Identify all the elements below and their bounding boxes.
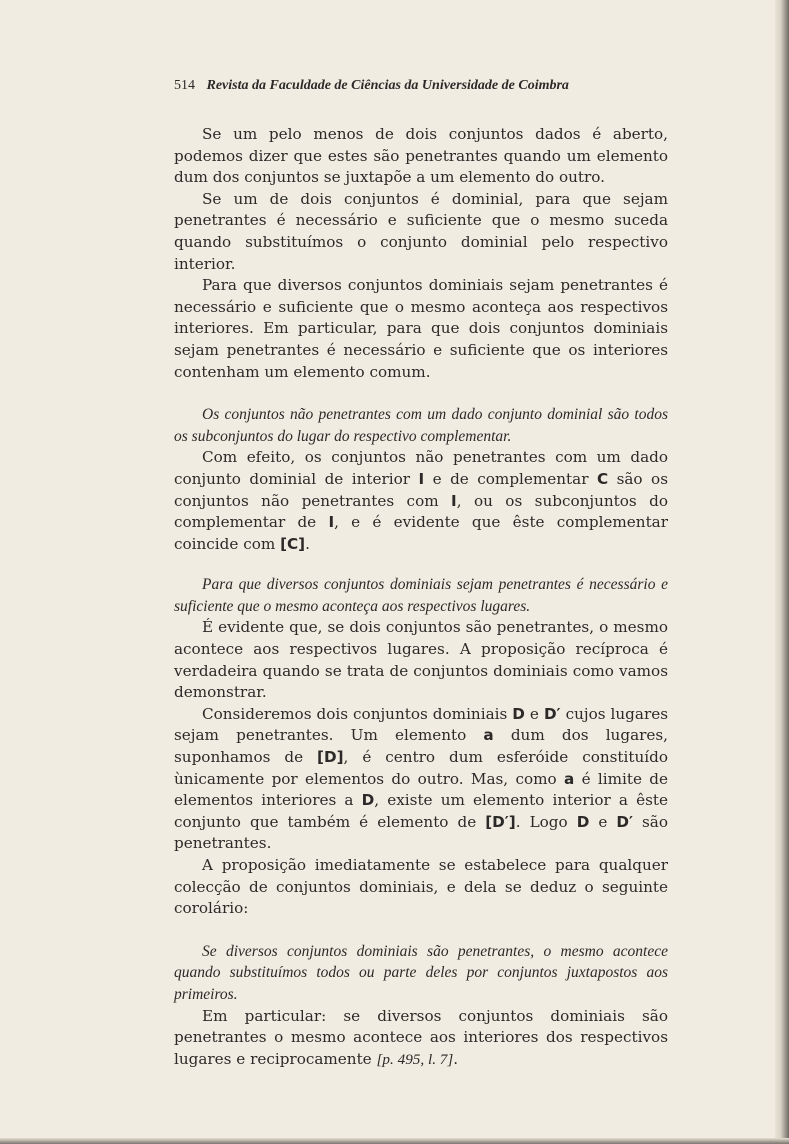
symbol-D: D xyxy=(361,791,375,810)
symbol-D-prime: D′ xyxy=(543,704,561,723)
page-edge-shadow xyxy=(775,0,789,1144)
running-header xyxy=(174,78,634,94)
symbol-interior: I xyxy=(328,513,335,532)
paragraph-2: Se um de dois conjuntos é dominial, para que sejam penetrantes é necessário e suficiente que o mesmo suceda quando substituímos o conjunto dominial pelo respectivo interior. xyxy=(174,189,668,273)
body-text xyxy=(174,124,668,1070)
page-reference: [p. 495, l. 7] xyxy=(376,1050,454,1068)
page-number: 514 xyxy=(174,78,195,93)
symbol-interior: I xyxy=(418,469,425,488)
theorem-2: Para que diversos conjuntos dominiais sejam penetrantes é necessário e suficiente que o mesmo aconteça aos respectivos lugares. xyxy=(174,576,668,615)
paragraph-6: Consideremos dois conjuntos dominiais D e D′ cujos lugares sejam penetrantes. Um elemento a dum dos lugares, suponhamos de [D], é centro dum esferóide constituído ùnicamente por elementos do outro. Mas, como a é limite de elementos interiores a D, existe um elemento interior a êste conjunto que também é elemento de [D′]. Logo D e D′ são penetrantes. xyxy=(174,704,669,853)
symbol-interior: I xyxy=(451,491,457,510)
page-bottom-edge xyxy=(0,1138,789,1144)
symbol-D-prime: D′ xyxy=(616,812,633,831)
paragraph-5: É evidente que, se dois conjuntos são penetrantes, o mesmo acontece aos respectivos lugares. A proposição recíproca é verdadeira quando se trata de conjuntos dominiais como vamos demonstrar. xyxy=(174,618,668,702)
symbol-D: D xyxy=(576,812,590,831)
symbol-a: a xyxy=(564,769,575,788)
corollary: Se diversos conjuntos dominiais são penetrantes, o mesmo acontece quando substituímos todos ou parte deles por conjuntos juxtapostos aos primeiros. xyxy=(174,942,668,1003)
paragraph-1: Se um pelo menos de dois conjuntos dados é aberto, podemos dizer que estes são penetrantes quando um elemento dum dos conjuntos se juxtapõe a um elemento do outro. xyxy=(174,125,668,187)
symbol-place-D-prime: [D′] xyxy=(485,812,516,831)
symbol-place-of-complement: [C] xyxy=(280,534,306,553)
symbol-place-D: [D] xyxy=(317,748,344,767)
paragraph-7: A proposição imediatamente se estabelece para qualquer colecção de conjuntos dominiais, e dela se deduz o seguinte corolário: xyxy=(174,856,668,918)
paragraph-4: Com efeito, os conjuntos não penetrantes com um dado conjunto dominial de interior I e de complementar C são os conjuntos não penetrantes com I, ou os subconjuntos do complementar de I, e é evidente que êste complementar coincide com [C]. xyxy=(174,448,668,553)
symbol-a: a xyxy=(483,726,494,745)
paragraph-8: Em particular: se diversos conjuntos dominiais são penetrantes o mesmo acontece aos interiores dos respectivos lugares e reciprocamente [p. 495, l. 7]. xyxy=(174,1006,668,1068)
symbol-D: D xyxy=(512,704,525,723)
journal-title: Revista da Faculdade de Ciências da Universidade de Coimbra xyxy=(206,78,569,93)
paragraph-3: Para que diversos conjuntos dominiais sejam penetrantes é necessário e suficiente que o mesmo aconteça aos respectivos interiores. Em particular, para que dois conjuntos dominiais sejam penetrantes é necessário e suficiente que os interiores contenham um elemento comum. xyxy=(174,276,668,381)
theorem-1: Os conjuntos não penetrantes com um dado conjunto dominial são todos os subconjuntos do lugar do respectivo complementar. xyxy=(174,406,668,445)
symbol-complement: C xyxy=(596,469,609,488)
